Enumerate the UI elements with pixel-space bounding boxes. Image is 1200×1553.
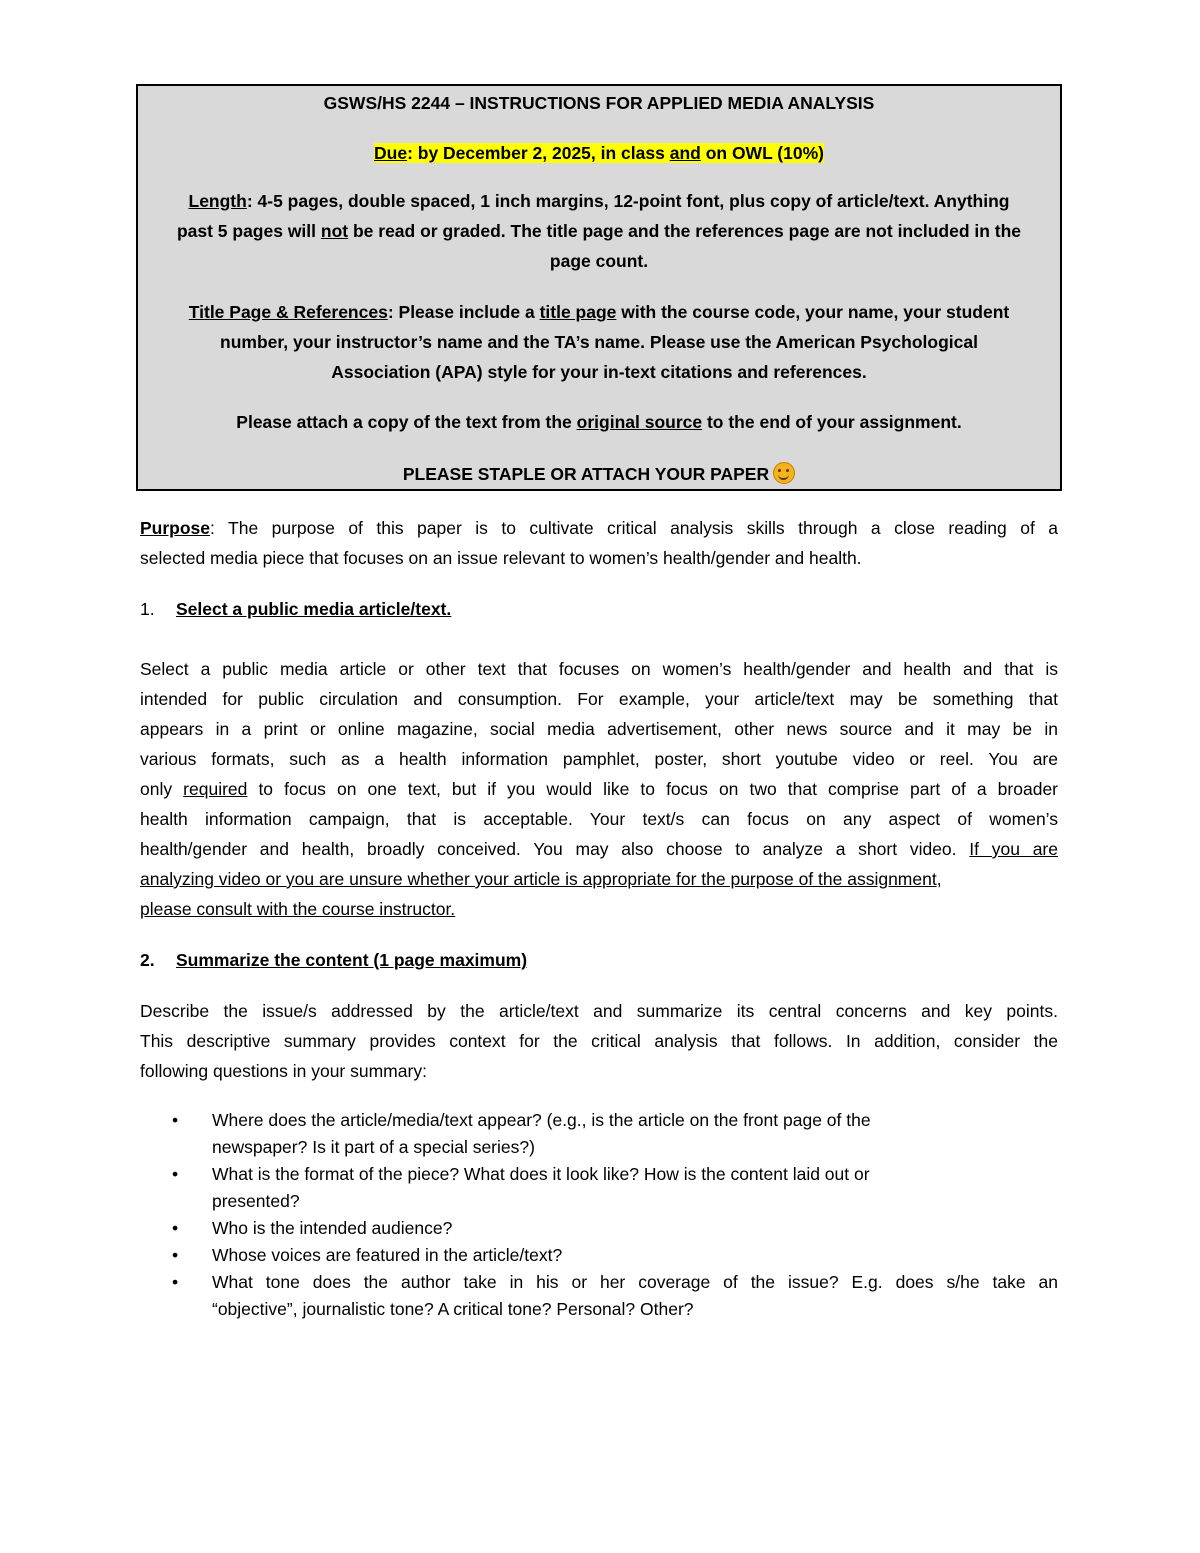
purpose-line-1: [140, 513, 1058, 543]
bullet-item-continued: “objective”, journalistic tone? A critical tone? Personal? Other?: [212, 1299, 694, 1319]
title-page-label: Title Page & References: [188, 302, 388, 322]
length-line-2: [146, 216, 1052, 246]
section-1-line: [140, 834, 1058, 864]
consult-note: If you are: [969, 839, 1058, 859]
title-page-line-1: [146, 297, 1052, 327]
due-text-end: on OWL (10%): [700, 143, 824, 163]
section-1-number: 1.: [140, 599, 155, 619]
length-line-3: page count.: [549, 251, 649, 271]
consult-note-line: analyzing video or you are unsure whether your article is appropriate for the purpose of the assignment,: [140, 869, 942, 889]
instructions-header-box: [136, 84, 1062, 491]
title-page-term: title page: [539, 302, 617, 322]
section-1-line: [140, 774, 1058, 804]
section-1-line: various formats, such as a health information pamphlet, poster, short youtube video or reel. You are: [140, 749, 1058, 769]
title-page-text-1a: : Please include a: [387, 302, 540, 322]
bullet-item: What is the format of the piece? What does it look like? How is the content laid out or: [212, 1164, 870, 1184]
bullet-marker: •: [172, 1272, 179, 1292]
bullet-marker: •: [172, 1218, 179, 1238]
required-term: required: [183, 779, 248, 799]
purpose-text: : The purpose of this paper is to cultivate critical analysis skills through a close reading of a: [210, 518, 1058, 538]
bullet-marker: •: [172, 1110, 179, 1130]
section-2-line: Describe the issue/s addressed by the article/text and summarize its central concerns and key points.: [140, 1001, 1058, 1021]
attach-line: [146, 407, 1052, 437]
due-highlight: [374, 143, 824, 163]
staple-line: [146, 459, 1052, 489]
due-text: : by December 2, 2025, in class: [407, 143, 670, 163]
bullet-marker: •: [172, 1164, 179, 1184]
bullet-item: Where does the article/media/text appear? (e.g., is the article on the front page of the: [212, 1110, 871, 1130]
purpose-label: Purpose: [140, 518, 211, 538]
section-1-line: health information campaign, that is acceptable. Your text/s can focus on any aspect of women’s: [140, 809, 1058, 829]
section-1-heading: Select a public media article/text.: [176, 599, 452, 619]
title-page-line-2: number, your instructor’s name and the TA’s name. Please use the American Psychological: [220, 332, 978, 352]
length-text-2a: past 5 pages will: [176, 221, 321, 241]
length-text-2b: be read or graded. The title page and the references page are not included in the: [348, 221, 1022, 241]
length-not: not: [320, 221, 349, 241]
title-page-line-3: Association (APA) style for your in-text citations and references.: [331, 362, 867, 382]
staple-text: PLEASE STAPLE OR ATTACH YOUR PAPER: [402, 464, 770, 484]
length-line-1: [146, 186, 1052, 216]
attach-text-b: to the end of your assignment.: [702, 412, 962, 432]
section-1-line: intended for public circulation and consumption. For example, your article/text may be something that: [140, 689, 1058, 709]
bullet-marker: •: [172, 1245, 179, 1265]
original-source-term: original source: [576, 412, 703, 432]
bullet-item: Who is the intended audience?: [212, 1218, 453, 1238]
title-page-text-1b: with the course code, your name, your student: [616, 302, 1010, 322]
smiling-face-icon: [773, 462, 795, 484]
length-label: Length: [188, 191, 247, 211]
bullet-item: What tone does the author take in his or her coverage of the issue? E.g. does s/he take an: [212, 1272, 1058, 1292]
length-text: : 4-5 pages, double spaced, 1 inch margins, 12-point font, plus copy of article/text. Anything: [246, 191, 1010, 211]
document-title: GSWS/HS 2244 – INSTRUCTIONS FOR APPLIED MEDIA ANALYSIS: [323, 93, 875, 113]
section-1-line: Select a public media article or other text that focuses on women’s health/gender and health and that is: [140, 659, 1058, 679]
due-line: [146, 138, 1052, 168]
section-2-heading: Summarize the content (1 page maximum): [176, 950, 528, 970]
attach-text-a: Please attach a copy of the text from the: [236, 412, 577, 432]
section-1-text: health/gender and health, broadly conceived. You may also choose to analyze a short video.: [140, 839, 970, 859]
due-label: Due: [374, 143, 408, 163]
section-2-line: following questions in your summary:: [140, 1061, 427, 1081]
section-2-number: 2.: [140, 950, 155, 970]
section-1-text: only: [140, 779, 184, 799]
due-and: and: [669, 143, 701, 163]
purpose-line-2: selected media piece that focuses on an issue relevant to women’s health/gender and health.: [140, 548, 862, 568]
section-1-line: appears in a print or online magazine, social media advertisement, other news source and it may be in: [140, 719, 1058, 739]
bullet-item-continued: newspaper? Is it part of a special series?): [212, 1137, 535, 1157]
section-1-text: to focus on one text, but if you would like to focus on two that comprise part of a broader: [247, 779, 1059, 799]
section-2-line: This descriptive summary provides context for the critical analysis that follows. In addition, consider the: [140, 1031, 1058, 1051]
bullet-item-continued: presented?: [212, 1191, 300, 1211]
bullet-item: Whose voices are featured in the article/text?: [212, 1245, 563, 1265]
consult-note-line: please consult with the course instructor.: [140, 899, 456, 919]
